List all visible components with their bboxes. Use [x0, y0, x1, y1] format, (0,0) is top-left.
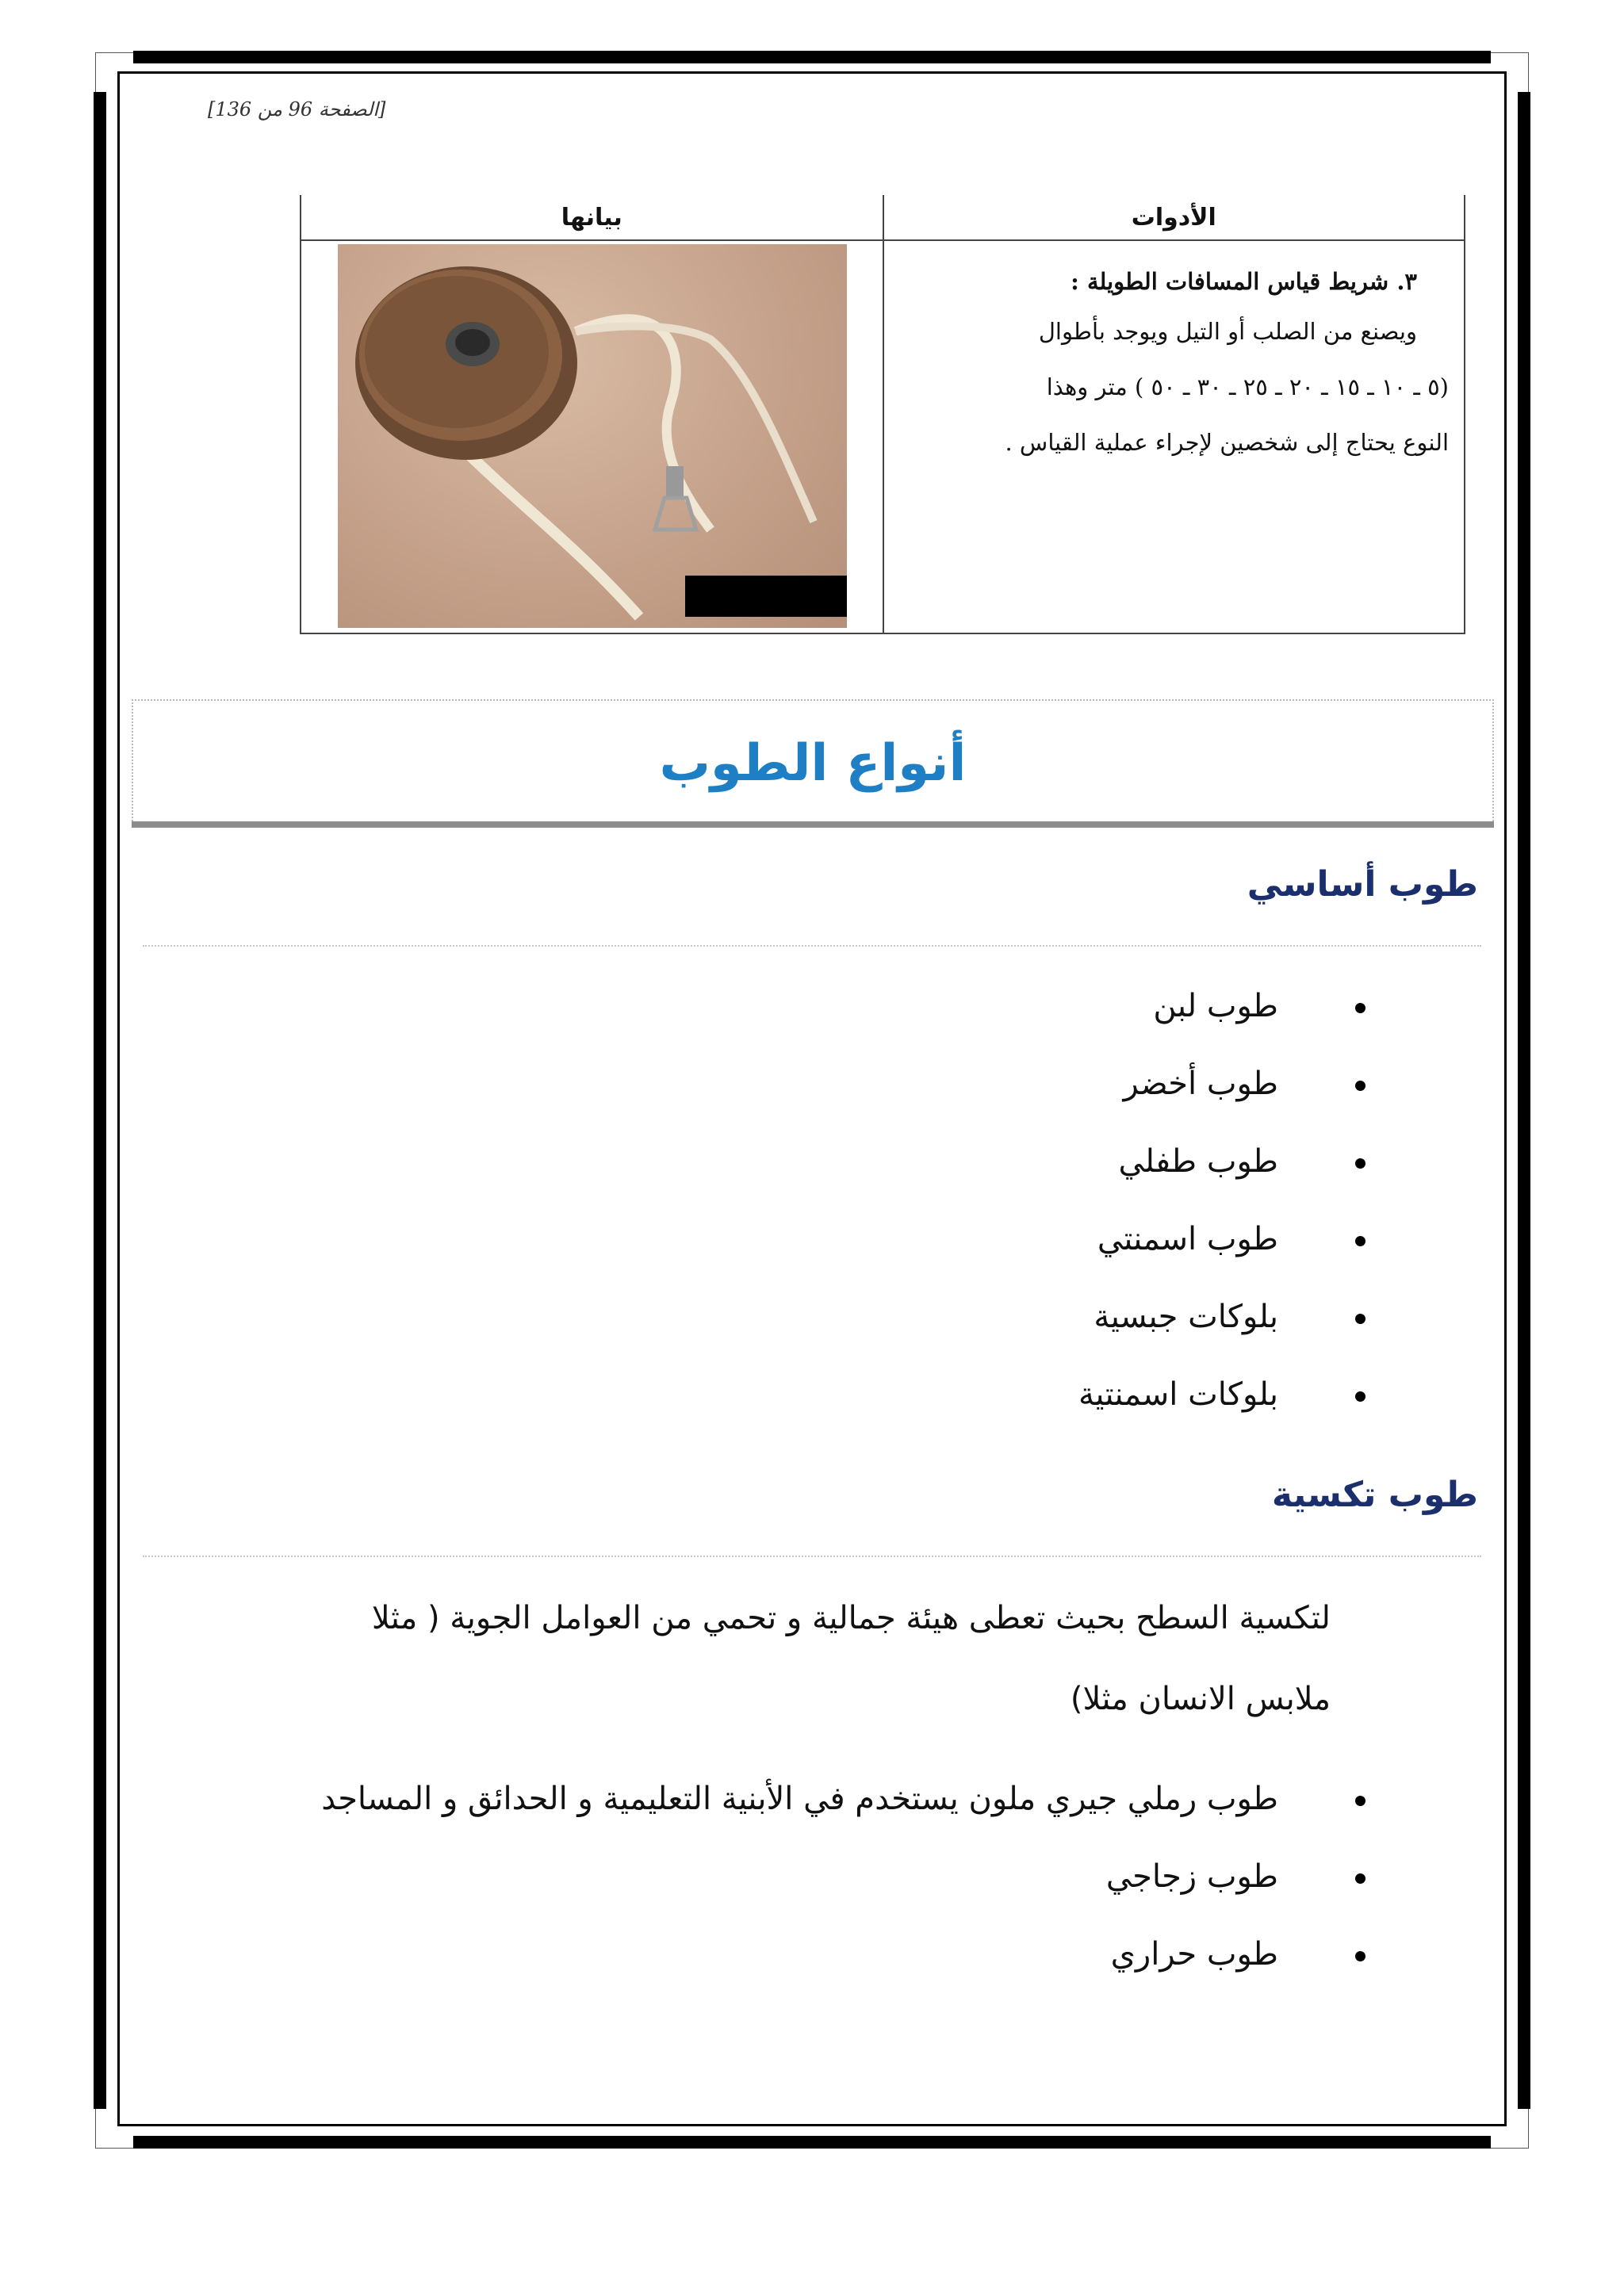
list-item: طوب طفلي — [1078, 1123, 1327, 1200]
list-item: بلوكات جبسية — [1078, 1278, 1327, 1356]
tool-line-2: (٥ ـ ١٠ ـ ١٥ ـ ٢٠ ـ ٢٥ ـ ٣٠ ـ ٥٠ ) متر وهذا — [1046, 373, 1449, 400]
page-frame-top — [133, 51, 1491, 63]
tools-table — [300, 195, 1465, 634]
table-header-tools: الأدوات — [883, 195, 1465, 240]
section-divider — [143, 1556, 1481, 1557]
list-item: طوب اسمنتي — [1078, 1200, 1327, 1278]
section-title-cladding-bricks: طوب تكسية — [1271, 1475, 1478, 1515]
paragraph-line: ملابس الانسان مثلا) — [1070, 1681, 1331, 1717]
redaction-box — [685, 576, 847, 617]
list-item: طوب رملي جيري ملون يستخدم في الأبنية التعليمية و الحدائق و المساجد — [321, 1760, 1327, 1838]
tool-photo-cell — [301, 240, 883, 633]
list-item: طوب حراري — [321, 1915, 1327, 1993]
list-item: طوب زجاجي — [321, 1838, 1327, 1915]
table-header-illustration: بيانها — [301, 195, 883, 240]
basic-bricks-list — [1078, 967, 1327, 1433]
tape-measure-photo — [338, 244, 847, 628]
tool-line-3: النوع يحتاج إلى شخصين لإجراء عملية القياس . — [1005, 429, 1449, 456]
paragraph-line: لتكسية السطح بحيث تعطى هيئة جمالية و تحمي من العوامل الجوية ( مثلا — [371, 1600, 1331, 1636]
page-number: [الصفحة 96 من 136] — [208, 98, 386, 121]
list-item: طوب أخضر — [1078, 1045, 1327, 1123]
tool-line-1: ويصنع من الصلب أو التيل ويوجد بأطوال — [1038, 318, 1417, 345]
table-row — [301, 240, 1465, 633]
tool-description-cell — [883, 240, 1465, 633]
list-item: طوب لبن — [1078, 967, 1327, 1045]
section-divider — [143, 945, 1481, 947]
cladding-bricks-list — [321, 1760, 1327, 1993]
main-title: أنواع الطوب — [659, 734, 967, 793]
heading-underline — [132, 821, 1494, 828]
main-heading-box — [132, 699, 1494, 825]
page-frame-left — [94, 92, 106, 2109]
tool-title: ٣. شريط قياس المسافات الطويلة : — [1071, 268, 1417, 295]
page-frame-right — [1518, 92, 1530, 2109]
section-title-basic-bricks: طوب أساسي — [1247, 864, 1478, 905]
cladding-description — [173, 1578, 1331, 1739]
page-frame-bottom — [133, 2136, 1491, 2149]
list-item: بلوكات اسمنتية — [1078, 1356, 1327, 1433]
